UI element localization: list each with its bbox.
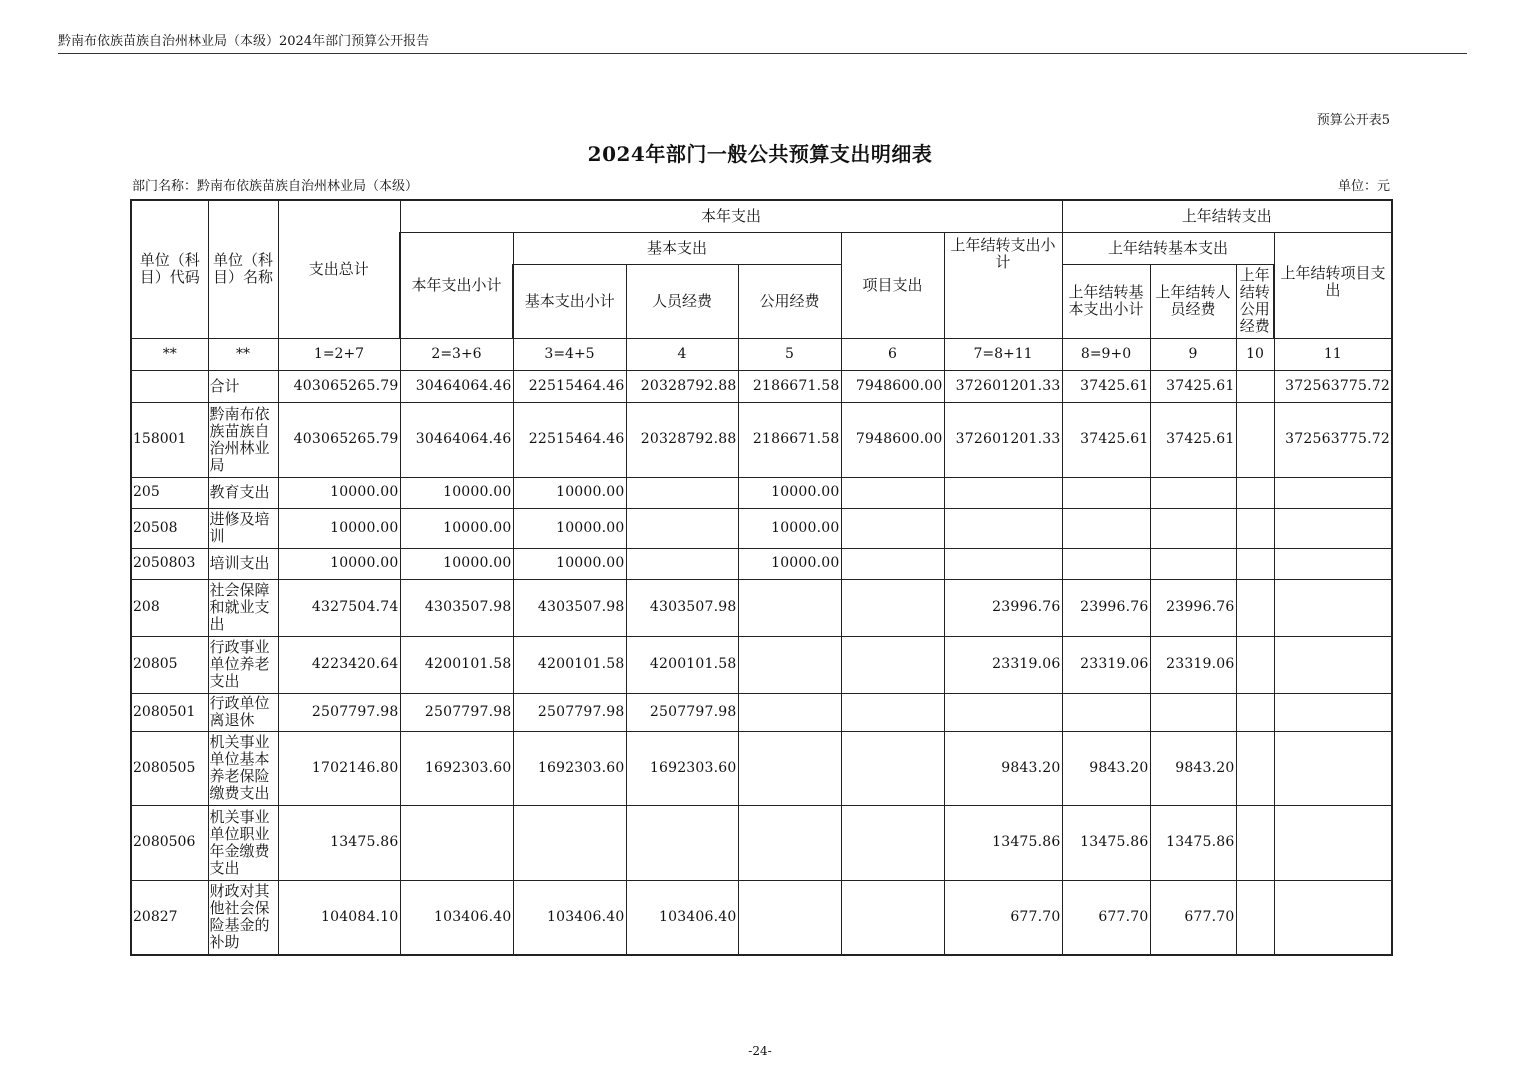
index-cell: ** [131,338,208,370]
row-name: 社会保障和就业支出 [208,579,278,636]
row-value: 2186671.58 [738,402,841,477]
row-value: 4200101.58 [400,636,513,693]
row-value: 2507797.98 [400,693,513,731]
row-value: 372601201.33 [944,370,1062,402]
row-value: 403065265.79 [278,370,400,402]
row-value: 30464064.46 [400,402,513,477]
row-value [1062,477,1150,508]
row-value [944,548,1062,579]
row-value [1236,731,1274,805]
row-value [626,548,738,579]
index-cell: 11 [1274,338,1392,370]
row-value: 22515464.46 [513,402,626,477]
row-value: 2507797.98 [278,693,400,731]
index-cell: 5 [738,338,841,370]
header-name: 单位（科目）名称 [208,200,278,338]
row-value: 37425.61 [1062,402,1150,477]
row-value [1236,636,1274,693]
index-cell: 1=2+7 [278,338,400,370]
page-number: -24- [748,1044,772,1058]
row-code: 20508 [131,508,208,548]
document-title: 2024年部门一般公共预算支出明细表 [587,142,933,166]
index-cell: 7=8+11 [944,338,1062,370]
row-value: 9843.20 [944,731,1062,805]
row-value [841,579,944,636]
row-value [1274,693,1392,731]
header-carry-public: 上年结转公用经费 [1236,264,1274,338]
row-value [626,477,738,508]
row-value [841,636,944,693]
row-code: 2080501 [131,693,208,731]
index-cell: 2=3+6 [400,338,513,370]
row-value [841,477,944,508]
row-value: 4200101.58 [513,636,626,693]
row-value: 372563775.72 [1274,370,1392,402]
row-value [1274,880,1392,955]
row-name: 财政对其他社会保险基金的补助 [208,880,278,955]
header-personnel: 人员经费 [626,264,738,338]
header-current-year: 本年支出 [400,200,1062,232]
row-value [944,693,1062,731]
row-value [1236,693,1274,731]
header-carry-basic-subtotal: 上年结转基本支出小计 [1062,264,1150,338]
row-value: 30464064.46 [400,370,513,402]
row-value: 1692303.60 [626,731,738,805]
header-carry-personnel: 上年结转人员经费 [1150,264,1236,338]
row-value: 20328792.88 [626,402,738,477]
table-row [131,579,1392,636]
row-value: 10000.00 [278,548,400,579]
header-public: 公用经费 [738,264,841,338]
row-name: 行政单位离退休 [208,693,278,731]
row-value [1236,805,1274,880]
row-value: 2507797.98 [513,693,626,731]
row-value [944,477,1062,508]
row-value: 13475.86 [1150,805,1236,880]
row-value [841,693,944,731]
row-value: 103406.40 [626,880,738,955]
row-value: 23319.06 [1150,636,1236,693]
row-value: 10000.00 [513,508,626,548]
index-cell: 3=4+5 [513,338,626,370]
row-value: 10000.00 [738,548,841,579]
table-row [131,402,1392,477]
row-value [1150,548,1236,579]
row-value: 10000.00 [513,477,626,508]
running-header: 黔南布依族苗族自治州林业局（本级）2024年部门预算公开报告 [58,34,430,49]
header-basic-subtotal: 基本支出小计 [513,264,626,338]
row-value [1062,508,1150,548]
row-value: 1692303.60 [513,731,626,805]
row-value: 372563775.72 [1274,402,1392,477]
row-name: 合计 [208,370,278,402]
table-row [131,880,1392,955]
row-value [1150,508,1236,548]
row-value: 403065265.79 [278,402,400,477]
row-value: 10000.00 [400,508,513,548]
row-value: 677.70 [1150,880,1236,955]
row-name: 进修及培训 [208,508,278,548]
row-value: 23319.06 [944,636,1062,693]
row-value: 2507797.98 [626,693,738,731]
header-basic: 基本支出 [513,232,841,264]
row-value: 7948600.00 [841,370,944,402]
index-cell: 4 [626,338,738,370]
budget-table [130,199,1393,956]
table-row [131,370,1392,402]
row-value: 103406.40 [513,880,626,955]
row-value: 10000.00 [738,508,841,548]
row-value: 13475.86 [1062,805,1150,880]
row-value [1274,508,1392,548]
row-name: 机关事业单位职业年金缴费支出 [208,805,278,880]
row-value [841,548,944,579]
form-id: 预算公开表5 [1316,113,1390,128]
row-value: 4303507.98 [513,579,626,636]
row-value [1236,370,1274,402]
row-value [841,508,944,548]
row-value: 9843.20 [1062,731,1150,805]
table-row [131,508,1392,548]
row-value [626,508,738,548]
row-value [1062,693,1150,731]
row-value: 1702146.80 [278,731,400,805]
row-value: 20328792.88 [626,370,738,402]
row-value: 10000.00 [278,477,400,508]
currency-unit: 单位：元 [1337,179,1390,194]
row-value: 372601201.33 [944,402,1062,477]
header-carry-basic: 上年结转基本支出 [1062,232,1274,264]
row-value: 10000.00 [738,477,841,508]
row-value: 10000.00 [278,508,400,548]
table-row [131,731,1392,805]
row-name: 培训支出 [208,548,278,579]
row-value: 37425.61 [1150,402,1236,477]
row-value: 4327504.74 [278,579,400,636]
index-cell: ** [208,338,278,370]
row-value: 4223420.64 [278,636,400,693]
row-value: 677.70 [1062,880,1150,955]
header-carry-subtotal: 上年结转支出小计 [944,232,1062,338]
row-name: 机关事业单位基本养老保险缴费支出 [208,731,278,805]
row-value: 677.70 [944,880,1062,955]
row-value: 37425.61 [1150,370,1236,402]
row-value: 4200101.58 [626,636,738,693]
row-value [738,880,841,955]
header-project: 项目支出 [841,232,944,338]
row-value: 22515464.46 [513,370,626,402]
row-name: 教育支出 [208,477,278,508]
row-value: 4303507.98 [626,579,738,636]
row-value [841,880,944,955]
row-value: 37425.61 [1062,370,1150,402]
row-value [738,731,841,805]
index-cell: 9 [1150,338,1236,370]
row-code: 158001 [131,402,208,477]
header-carry-project: 上年结转项目支出 [1274,232,1392,338]
row-value: 13475.86 [278,805,400,880]
row-value: 103406.40 [400,880,513,955]
row-value [1236,548,1274,579]
table-row [131,548,1392,579]
row-name: 黔南布依族苗族自治州林业局 [208,402,278,477]
row-value [1150,693,1236,731]
row-value [738,579,841,636]
row-value: 7948600.00 [841,402,944,477]
row-value [513,805,626,880]
row-value [1236,880,1274,955]
row-value [944,508,1062,548]
header-code: 单位（科目）代码 [131,200,208,338]
row-code: 205 [131,477,208,508]
row-code: 208 [131,579,208,636]
row-value: 23996.76 [1150,579,1236,636]
table-row [131,693,1392,731]
row-code: 20805 [131,636,208,693]
row-value [738,693,841,731]
row-value: 10000.00 [513,548,626,579]
header-carryover: 上年结转支出 [1062,200,1392,232]
row-value [1236,402,1274,477]
row-value [1236,579,1274,636]
table-row [131,636,1392,693]
index-row [131,338,1392,370]
row-value: 23319.06 [1062,636,1150,693]
header-total: 支出总计 [278,200,400,338]
table-row [131,805,1392,880]
row-value [1150,477,1236,508]
table-row [131,477,1392,508]
row-value [841,731,944,805]
row-value [1274,579,1392,636]
row-value [400,805,513,880]
row-value [1274,636,1392,693]
row-value [1274,805,1392,880]
row-value [1274,548,1392,579]
row-value [738,805,841,880]
row-value [1236,508,1274,548]
row-value: 23996.76 [1062,579,1150,636]
row-name: 行政事业单位养老支出 [208,636,278,693]
row-value [1062,548,1150,579]
row-code: 2080505 [131,731,208,805]
row-value [841,805,944,880]
row-code: 2080506 [131,805,208,880]
row-value: 10000.00 [400,548,513,579]
row-value [1274,477,1392,508]
row-code: 2050803 [131,548,208,579]
row-value: 23996.76 [944,579,1062,636]
header-rule [58,53,1467,54]
index-cell: 10 [1236,338,1274,370]
index-cell: 8=9+0 [1062,338,1150,370]
row-value: 1692303.60 [400,731,513,805]
row-value: 104084.10 [278,880,400,955]
row-value [1274,731,1392,805]
row-code [131,370,208,402]
row-value: 4303507.98 [400,579,513,636]
row-value: 2186671.58 [738,370,841,402]
department-name: 部门名称：黔南布依族苗族自治州林业局（本级） [132,179,419,194]
row-value [738,636,841,693]
row-value: 13475.86 [944,805,1062,880]
row-value: 9843.20 [1150,731,1236,805]
row-value [1236,477,1274,508]
row-code: 20827 [131,880,208,955]
header-current-subtotal: 本年支出小计 [400,232,513,338]
row-value [626,805,738,880]
index-cell: 6 [841,338,944,370]
row-value: 10000.00 [400,477,513,508]
